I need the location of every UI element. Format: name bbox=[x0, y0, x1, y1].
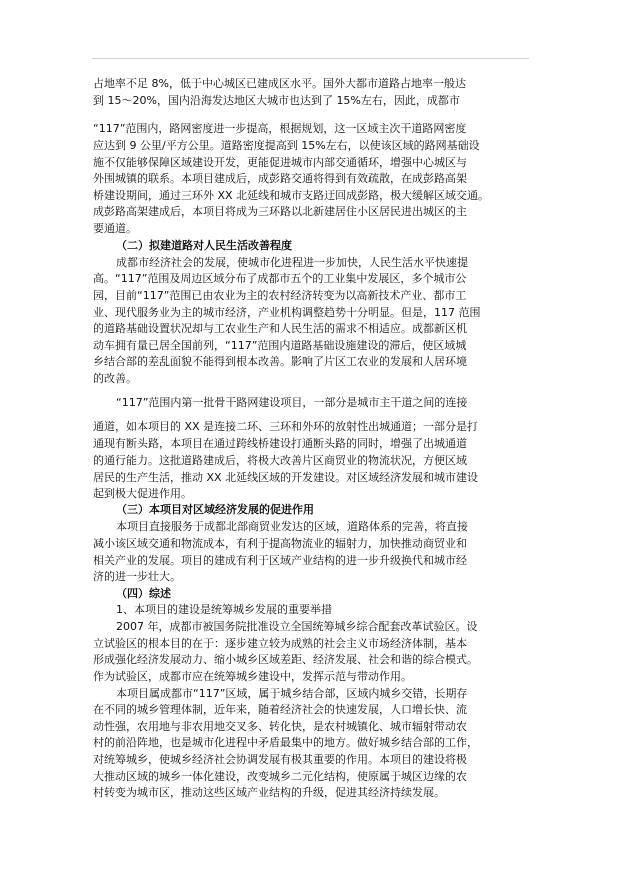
text-line: 园，目前“117”范围已由农业为主的农村经济转变为以高新技术产业、都市工 bbox=[93, 289, 467, 302]
header-rule bbox=[92, 58, 529, 59]
section-heading: （三）本项目对区域经济发展的促进作用 bbox=[116, 503, 314, 516]
text-line: 立试验区的根本目的在于：逐步建立较为成熟的社会主义市场经济体制，基本 bbox=[93, 637, 467, 650]
text-line: 济的进一步壮大。 bbox=[93, 570, 181, 583]
text-line: 大推动区域的城乡一体化建设，改变城乡二元化结构，使原属于城区边缘的农 bbox=[93, 770, 467, 783]
text-line: 乡结合部的差乱面貌不能得到根本改善。影响了片区工农业的发展和人居环境 bbox=[93, 355, 467, 368]
text-line: 居民的生产生活，推动 XX 北延线区域的开发建设。对区域经济发展和城市建设 bbox=[93, 471, 479, 484]
text-line: 成都市经济社会的发展，使城市化进程进一步加快，人民生活水平快速提 bbox=[116, 256, 468, 269]
text-line: 到 15～20%，国内沿海发达地区大城市也达到了 15%左右，因此，成都市 bbox=[93, 94, 460, 107]
subsection-heading: 1、本项目的建设是统筹城乡发展的重要举措 bbox=[116, 603, 332, 616]
text-line: 2007 年，成都市被国务院批准设立全国统筹城乡综合配套改革试验区。设 bbox=[116, 620, 478, 633]
text-line: 通现有断头路，本项目在通过跨线桥建设打通断头路的同时，增强了出城通道 bbox=[93, 437, 467, 450]
text-line: 本项目属成都市“117”区域，属于城乡结合部，区域内城乡交错，长期存 bbox=[116, 687, 468, 700]
text-line: 桥建设期间，通过三环外 XX 北延线和城市支路迂回成彭路，极大缓解区域交通。 bbox=[93, 189, 490, 202]
text-line: 动车拥有量已居全国前列，“117”范围内道路基础设施建设的滞后，使区域城 bbox=[93, 339, 467, 352]
text-line: 成彭路高架建成后，本项目将成为三环路以北新建居住小区居民进出城区的主 bbox=[93, 205, 467, 218]
text-line: 占地率不足 8%，低于中心城区已建成区水平。国外大都市道路占地率一般达 bbox=[93, 77, 466, 90]
text-line: 动性强，农用地与非农用地交叉多、转化快，是农村城镇化、城市辐射带动农 bbox=[93, 720, 467, 733]
text-line: “117”范围内第一批骨干路网建设项目，一部分是城市主干道之间的连接 bbox=[116, 396, 468, 409]
text-line: 要通道。 bbox=[93, 222, 137, 235]
text-line: 的道路基础设置状况却与工农业生产和人民生活的需求不相适应。成都新区机 bbox=[93, 322, 467, 335]
text-line: 村的前沿阵地，也是城市化进程中矛盾最集中的地方。做好城乡结合部的工作， bbox=[93, 736, 478, 749]
text-line: 本项目直接服务于成都北部商贸业发达的区域，道路体系的完善，将直接 bbox=[116, 520, 468, 533]
text-line: 的通行能力。这批道路建成后，将极大改善片区商贸业的物流状况，方便区域 bbox=[93, 454, 467, 467]
text-line: 施不仅能够保障区域建设开发，更能促进城市内部交通循环，增强中心城区与 bbox=[93, 156, 467, 169]
text-line: 减小该区域交通和物流成本，有利于提高物流业的辐射力，加快推动商贸业和 bbox=[93, 537, 467, 550]
text-line: 起到极大促进作用。 bbox=[93, 487, 192, 500]
text-line: 相关产业的发展。项目的建成有利于区域产业结构的进一步升级换代和城市经 bbox=[93, 554, 467, 567]
text-line: 村转变为城市区，推动这些区域产业结构的升级，促进其经济持续发展。 bbox=[93, 786, 445, 799]
text-line: 在不同的城乡管理体制，近年来，随着经济社会的快速发展，人口增长快、流 bbox=[93, 703, 467, 716]
text-line: 应达到 9 公里/平方公里。道路密度提高到 15%左右，以使该区域的路网基础设 bbox=[93, 139, 480, 152]
text-line: 通道，如本项目的 XX 是连接二环、三环和外环的放射性出城通道；一部分是打 bbox=[93, 420, 479, 433]
text-line: “117”范围内，路网密度进一步提高，根据规划，这一区域主次干道路网密度 bbox=[93, 122, 467, 135]
text-line: 形成强化经济发展动力、缩小城乡区域差距、经济发展、社会和谐的综合模式。 bbox=[93, 653, 478, 666]
text-line: 业、现代服务业为主的城市经济，产业机构调整趋势十分明显。但是，117 范围 bbox=[93, 306, 481, 319]
section-heading: （二）拟建道路对人民生活改善程度 bbox=[116, 239, 292, 252]
text-line: 外围城镇的联系。本项目建成后，成彭路交通将得到有效疏散，在成彭路高架 bbox=[93, 172, 467, 185]
text-line: 高。“117”范围及周边区域分布了成都市五个的工业集中发展区，多个城市公 bbox=[93, 272, 467, 285]
text-line: 的改善。 bbox=[93, 372, 137, 385]
section-heading: （四）综述 bbox=[116, 587, 171, 600]
text-line: 作为试验区，成都市应在统筹城乡建设中，发挥示范与带动作用。 bbox=[93, 670, 412, 683]
text-line: 对统筹城乡，使城乡经济社会协调发展有极其重要的作用。本项目的建设将极 bbox=[93, 753, 467, 766]
